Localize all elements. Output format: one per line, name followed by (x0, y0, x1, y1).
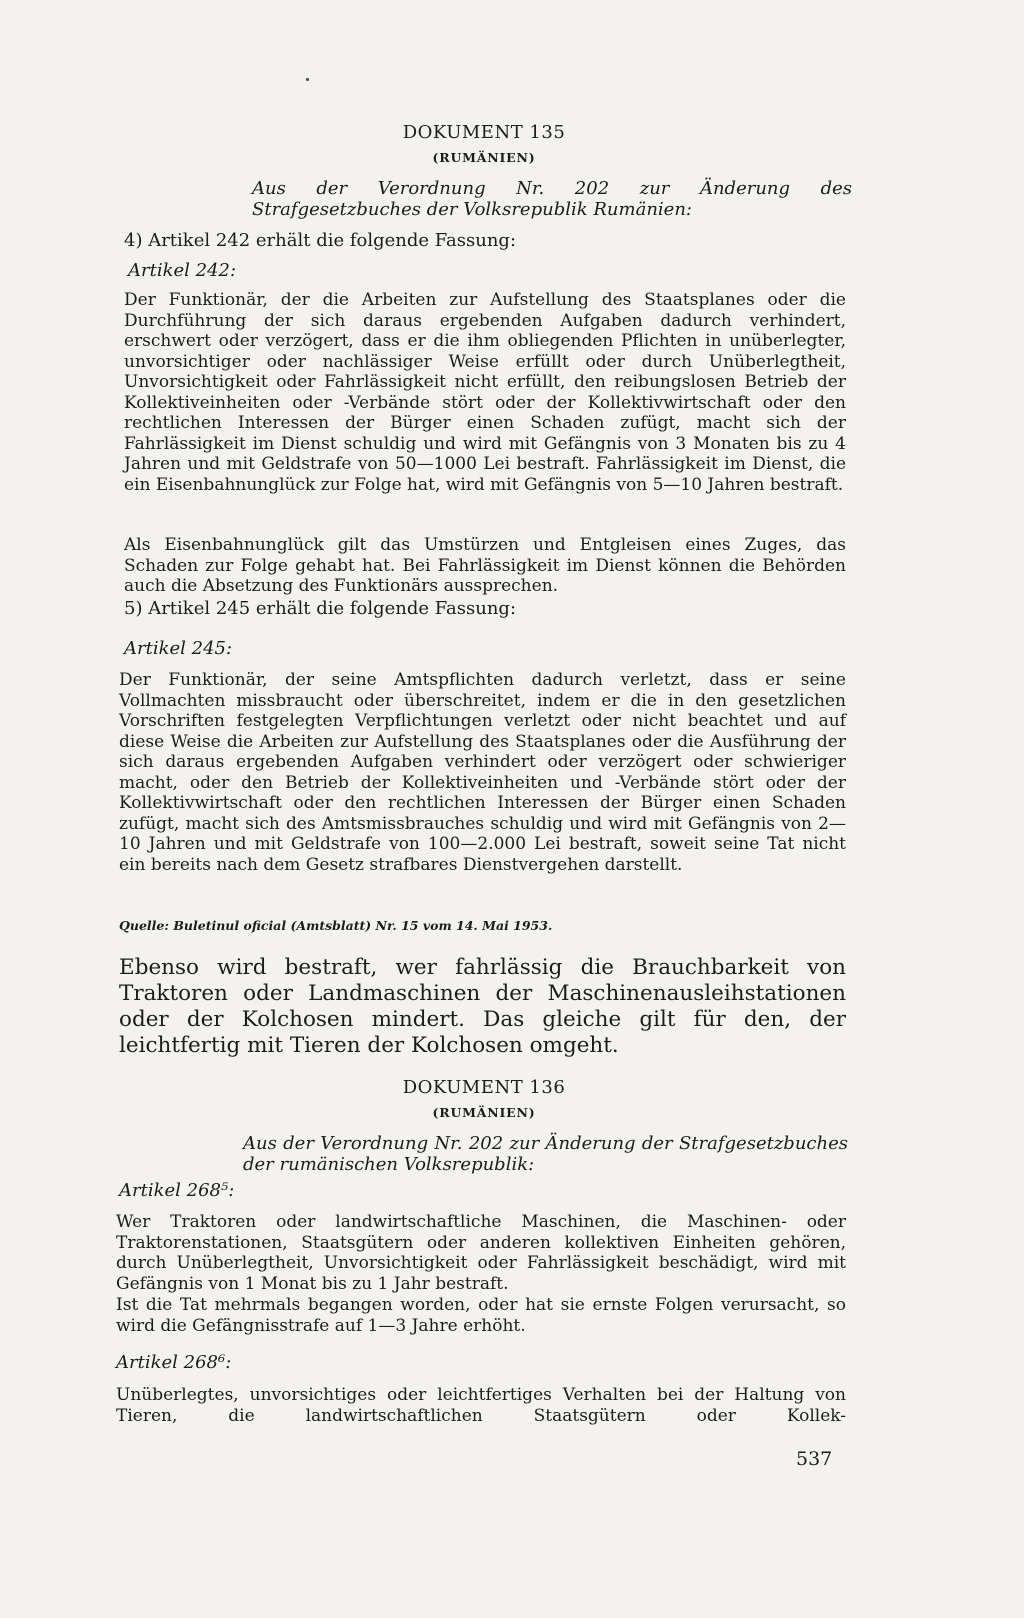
doc135-country-text: (RUMÄNIEN) (432, 150, 536, 165)
art268-5-paragraph-2: Ist die Tat mehrmals begangen worden, oder hat sie ernste Folgen verursacht, so wird die Gefängnisstrafe auf 1—3 Jahre erhöht. (116, 1295, 846, 1336)
doc135-item-4: 4) Artikel 242 erhält die folgende Fassung: (124, 230, 517, 251)
doc135-heading-text: DOKUMENT 135 (402, 122, 566, 143)
doc135-source: Quelle: Buletinul oficial (Amtsblatt) Nr. 15 vom 14. Mai 1953. (119, 918, 553, 933)
doc136-heading-text: DOKUMENT 136 (402, 1077, 566, 1098)
doc136-intro: Aus der Verordnung Nr. 202 zur Änderung der Strafgesetzbuches der rumänischen Volksrepublik: (243, 1133, 848, 1175)
main-text-paragraph: Ebenso wird bestraft, wer fahrlässig die Brauchbarkeit von Traktoren oder Landmaschinen der Maschinenausleihstationen oder der Kolchosen mindert. Das gleiche gilt für den, der leichtfertig mit Tieren der Kolchosen omgeht. (119, 955, 846, 1058)
art268-6-heading: Artikel 268⁶: (116, 1352, 232, 1373)
page-number: 537 (796, 1448, 833, 1470)
doc136-heading (0, 1077, 1024, 1098)
print-speck (306, 78, 309, 81)
art268-5-paragraph-1: Wer Traktoren oder landwirtschaftliche Maschinen, die Maschinen- oder Traktorenstationen, Staatsgütern oder anderen kollektiven Einheiten gehören, durch Unüberlegtheit, Unvorsichtigkeit oder Fahrlässigkeit beschädigt, wird mit Gefängnis von 1 Monat bis zu 1 Jahr bestraft. (116, 1212, 846, 1294)
art245-heading: Artikel 245: (124, 638, 233, 659)
doc135-heading (0, 122, 1024, 143)
doc135-country (0, 150, 1024, 165)
art268-6-paragraph-1: Unüberlegtes, unvorsichtiges oder leichtfertiges Verhalten bei der Haltung von Tieren, die landwirtschaftlichen Staatsgütern oder Kollek- (116, 1385, 846, 1426)
art242-heading: Artikel 242: (128, 260, 237, 281)
art245-paragraph-1: Der Funktionär, der seine Amtspflichten dadurch verletzt, dass er seine Vollmachten missbraucht oder überschreitet, indem er die in den gesetzlichen Vorschriften festgelegten Verpflichtungen verletzt oder nicht beachtet und auf diese Weise die Arbeiten zur Aufstellung des Staatsplanes oder die Ausführung der sich daraus ergebenden Aufgaben verhindert oder verzögert oder schwieriger macht, oder den Betrieb der Kollektiveinheiten und -Verbände stört oder der Kollektivwirtschaft oder den rechtlichen Interessen der Bürger einen Schaden zufügt, macht sich des Amtsmissbrauches schuldig und wird mit Gefängnis von 2—10 Jahren und mit Geldstrafe von 100—2.000 Lei bestraft, soweit seine Tat nicht ein bereits nach dem Gesetz strafbares Dienstvergehen darstellt. (119, 670, 846, 875)
doc135-item-5: 5) Artikel 245 erhält die folgende Fassung: (124, 598, 517, 619)
art268-5-heading: Artikel 268⁵: (119, 1180, 235, 1201)
art242-paragraph-1: Der Funktionär, der die Arbeiten zur Aufstellung des Staatsplanes oder die Durchführung der sich daraus ergebenden Aufgaben dadurch verhindert, erschwert oder verzögert, dass er die ihm obliegenden Pflichten in unüberlegter, unvorsichtiger oder nachlässiger Weise erfüllt oder durch Unüberlegtheit, Unvorsichtigkeit oder Fahrlässigkeit nicht erfüllt, den reibungslosen Betrieb der Kollektiveinheiten oder -Verbände stört oder der Kollektivwirtschaft oder den rechtlichen Interessen der Bürger einen Schaden zufügt, macht sich der Fahrlässigkeit im Dienst schuldig und wird mit Gefängnis von 3 Monaten bis zu 4 Jahren und mit Geldstrafe von 50—1000 Lei bestraft. Fahrlässigkeit im Dienst, die ein Eisenbahnunglück zur Folge hat, wird mit Gefängnis von 5—10 Jahren bestraft. (124, 290, 846, 495)
doc136-country (0, 1105, 1024, 1120)
art242-paragraph-2: Als Eisenbahnunglück gilt das Umstürzen und Entgleisen eines Zuges, das Schaden zur Folge gehabt hat. Bei Fahrlässigkeit im Dienst können die Behörden auch die Absetzung des Funktionärs aussprechen. (124, 535, 846, 596)
doc135-intro: Aus der Verordnung Nr. 202 zur Änderung des Strafgesetzbuches der Volksrepublik Rumänien: (252, 178, 852, 220)
doc136-country-text: (RUMÄNIEN) (432, 1105, 536, 1120)
